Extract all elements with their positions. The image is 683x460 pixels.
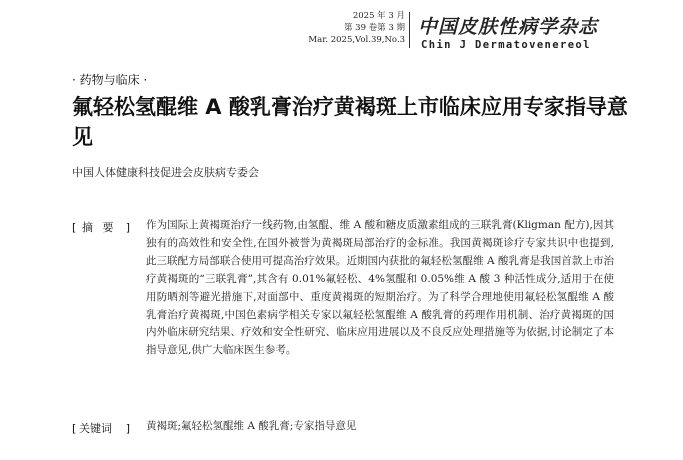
article-author: 中国人体健康科技促进会皮肤病专委会 — [72, 166, 259, 179]
header-divider — [409, 12, 410, 48]
bracket-left: [ — [72, 221, 77, 234]
journal-title-chinese: 中国皮肤性病学杂志 — [418, 16, 599, 38]
keywords-label-text: 关键词 — [79, 422, 112, 435]
issue-info — [308, 10, 405, 46]
abstract-label — [72, 219, 130, 236]
bracket-left: [ — [72, 422, 77, 435]
issue-english: Mar. 2025,Vol.39,No.3 — [308, 35, 405, 45]
keywords-text: 黄褐斑;氟轻松氢醌维 A 酸乳膏;专家指导意见 — [146, 420, 357, 432]
issue-date: 2025 年 3 月 — [352, 11, 405, 21]
journal-title-english: Chin J Dermatovenereol — [421, 39, 591, 51]
issue-volume: 第 39 卷第 3 期 — [343, 23, 405, 33]
article-title: 氟轻松氢醌维 A 酸乳膏治疗黄褐斑上市临床应用专家指导意见 — [72, 95, 628, 149]
bracket-right: ] — [125, 221, 130, 234]
abstract-label-text: 摘 要 — [82, 221, 117, 234]
bracket-right: ] — [125, 422, 130, 435]
abstract-text: 作为国际上黄褐斑治疗一线药物,由氢醌、维 A 酸和糖皮质激素组成的三联乳膏(Kligman 配方),因其独有的高效性和安全性,在国外被誉为黄褐斑局部治疗的金标准。我国黄褐斑诊疗专家共识中也提到,此三联配方局部联合使用可提高治疗效果。近期国内获批的氟轻松氢醌维 A 酸乳膏是我国首款上市治疗黄褐斑的“三联乳膏”,其含有 0.01%氟轻松、4%氢醌和 0.05%维 A 酸 3 种活性成分,适用于在使用防晒剂等避光措施下,对面部中、重度黄褐斑的短期治疗。为了科学合理地使用氟轻松氢醌维 A 酸乳膏治疗黄褐斑,中国色素病学相关专家以氟轻松氢醌维 A 酸乳膏的药理作用机制、治疗黄褐斑的国内外临床研究结果、疗效和安全性研究、临床应用进展以及不良反应处理措施等为依据,讨论制定了本指导意见,供广大临床医生参考。 — [146, 219, 614, 357]
keywords-label — [72, 420, 130, 437]
journal-header — [0, 6, 683, 50]
section-heading: · 药物与临床 · — [72, 73, 148, 87]
